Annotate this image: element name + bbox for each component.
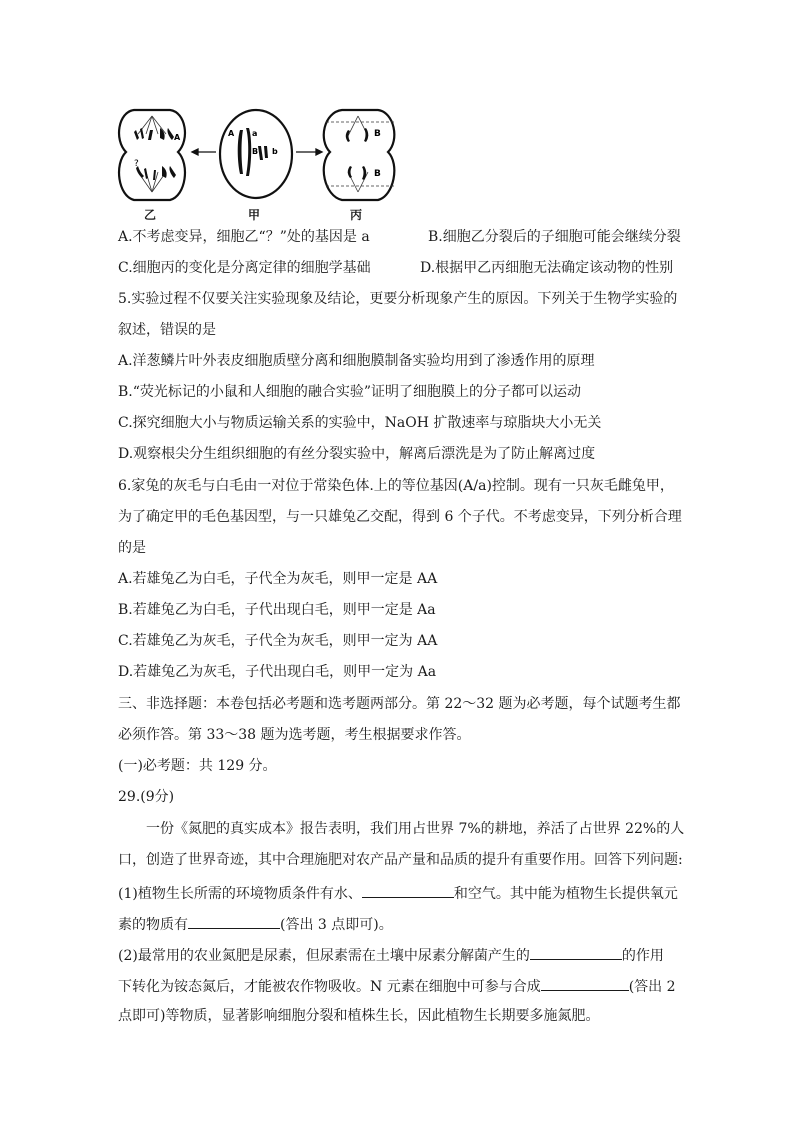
- q29-part2-line2: [118, 974, 676, 997]
- q29-part1-text-a: (1)植物生长所需的环境物质条件有水、: [118, 886, 362, 902]
- q29-part2-line3: 点即可)等物质，显著影响细胞分裂和植株生长，因此植物生长期要多施氮肥。: [118, 1008, 600, 1024]
- cell-bing-chromosomes: [346, 128, 369, 180]
- arrow-to-bing: [296, 149, 322, 155]
- q29-part2-text-a: (2)最常用的农业氮肥是尿素，但尿素需在土壤中尿素分解菌产生的: [118, 948, 530, 964]
- arrow-to-yi: [192, 149, 216, 155]
- cell-bing-spindle: [348, 116, 368, 192]
- q29-heading: 29.(9分): [118, 789, 175, 805]
- cell-division-figure: [112, 100, 402, 225]
- q29-part2-text-c: 下转化为铵态氮后，才能被农作物吸收。N 元素在细胞中可参与合成: [118, 979, 541, 995]
- q5-option-a: A.洋葱鳞片叶外表皮细胞质壁分离和细胞膜制备实验均用到了渗透作用的原理: [118, 353, 595, 369]
- q29-intro-line1: 一份《氮肥的真实成本》报告表明，我们用占世界 7%的耕地，养活了占世界 22%的人: [146, 821, 685, 837]
- q5-option-c: C.探究细胞大小与物质运输关系的实验中，NaOH 扩散速率与琼脂块大小无关: [118, 415, 602, 431]
- gene-label-a-jia: a: [252, 129, 258, 138]
- q6-option-d: D.若雄兔乙为灰毛，子代出现白毛，则甲一定为 Aa: [118, 664, 437, 680]
- q29-part1-text-b: 和空气。其中能为植物生长提供氧元: [453, 886, 678, 902]
- q4-option-c: C.细胞丙的变化是分离定律的细胞学基础: [118, 260, 371, 276]
- q6-option-b: B.若雄兔乙为白毛，子代出现白毛，则甲一定是 Aa: [118, 602, 436, 618]
- label-jia: 甲: [248, 208, 261, 222]
- gene-label-A-jia: A: [228, 129, 235, 138]
- q5-stem-line2: 叙述，错误的是: [118, 322, 216, 338]
- q29-part1-line2: [118, 912, 393, 935]
- gene-label-b-jia: b: [272, 147, 278, 156]
- q6-option-a: A.若雄兔乙为白毛，子代全为灰毛，则甲一定是 AA: [118, 571, 438, 587]
- answer-blank-3[interactable]: [530, 943, 622, 960]
- section3-required: (一)必考题：共 129 分。: [118, 758, 277, 774]
- answer-blank-1[interactable]: [362, 881, 454, 898]
- q6-stem-line3: 的是: [118, 540, 146, 556]
- q5-option-b: B.“荧光标记的小鼠和人细胞的融合实验”证明了细胞膜上的分子都可以运动: [118, 384, 582, 400]
- q4-option-b: B.细胞乙分裂后的子细胞可能会继续分裂: [428, 229, 681, 245]
- question-mark-label: ?: [134, 159, 139, 169]
- q29-part1-line1: [118, 881, 678, 904]
- q29-part2-text-d: (答出 2: [628, 979, 676, 995]
- q29-part2-line1: [118, 943, 664, 966]
- cell-yi-outline: [119, 110, 185, 200]
- q29-part1-text-c: 素的物质有: [118, 917, 188, 933]
- q6-stem-line1: 6.家兔的灰毛与白毛由一对位于常染色体.上的等位基因(A/a)控制。现有一只灰毛雌兔甲，: [118, 478, 674, 494]
- q29-part2-text-b: 的作用: [621, 948, 664, 964]
- q29-part1-text-d: (答出 3 点即可)。: [280, 917, 393, 933]
- answer-blank-2[interactable]: [188, 912, 280, 929]
- answer-blank-4[interactable]: [541, 974, 629, 991]
- gene-label-B-bing-top: B: [374, 129, 381, 139]
- gene-label-B-bing-bottom: B: [374, 169, 381, 179]
- gene-label-A-yi: A: [174, 133, 181, 142]
- section3-line2: 必须作答。第 33～38 题为选考题，考生根据要求作答。: [118, 727, 471, 743]
- section3-line1: 三、非选择题：本卷包括必考题和选考题两部分。第 22～32 题为必考题，每个试题考生都: [118, 696, 681, 712]
- cell-bing-outline: [324, 110, 395, 200]
- q4-option-a: A.不考虑变异，细胞乙“？”处的基因是 a: [118, 229, 370, 245]
- label-yi: 乙: [144, 208, 157, 222]
- q4-option-d: D.根据甲乙丙细胞无法确定该动物的性别: [420, 260, 674, 276]
- q6-stem-line2: 为了确定甲的毛色基因型，与一只雄兔乙交配，得到 6 个子代。不考虑变异，下列分析合理: [118, 509, 682, 525]
- label-bing: 丙: [350, 208, 363, 222]
- q5-option-d: D.观察根尖分生组织细胞的有丝分裂实验中，解离后漂洗是为了防止解离过度: [118, 446, 596, 462]
- q6-option-c: C.若雄兔乙为灰毛，子代全为灰毛，则甲一定为 AA: [118, 633, 438, 649]
- q29-intro-line2: 口，创造了世界奇迹，其中合理施肥对农产品产量和品质的提升有重要作用。回答下列问题:: [118, 852, 683, 868]
- cell-yi-chromosomes-top: [134, 128, 174, 140]
- gene-label-B-jia: B: [252, 147, 259, 156]
- q5-stem-line1: 5.实验过程不仅要关注实验现象及结论，更要分析现象产生的原因。下列关于生物学实验的: [118, 291, 678, 307]
